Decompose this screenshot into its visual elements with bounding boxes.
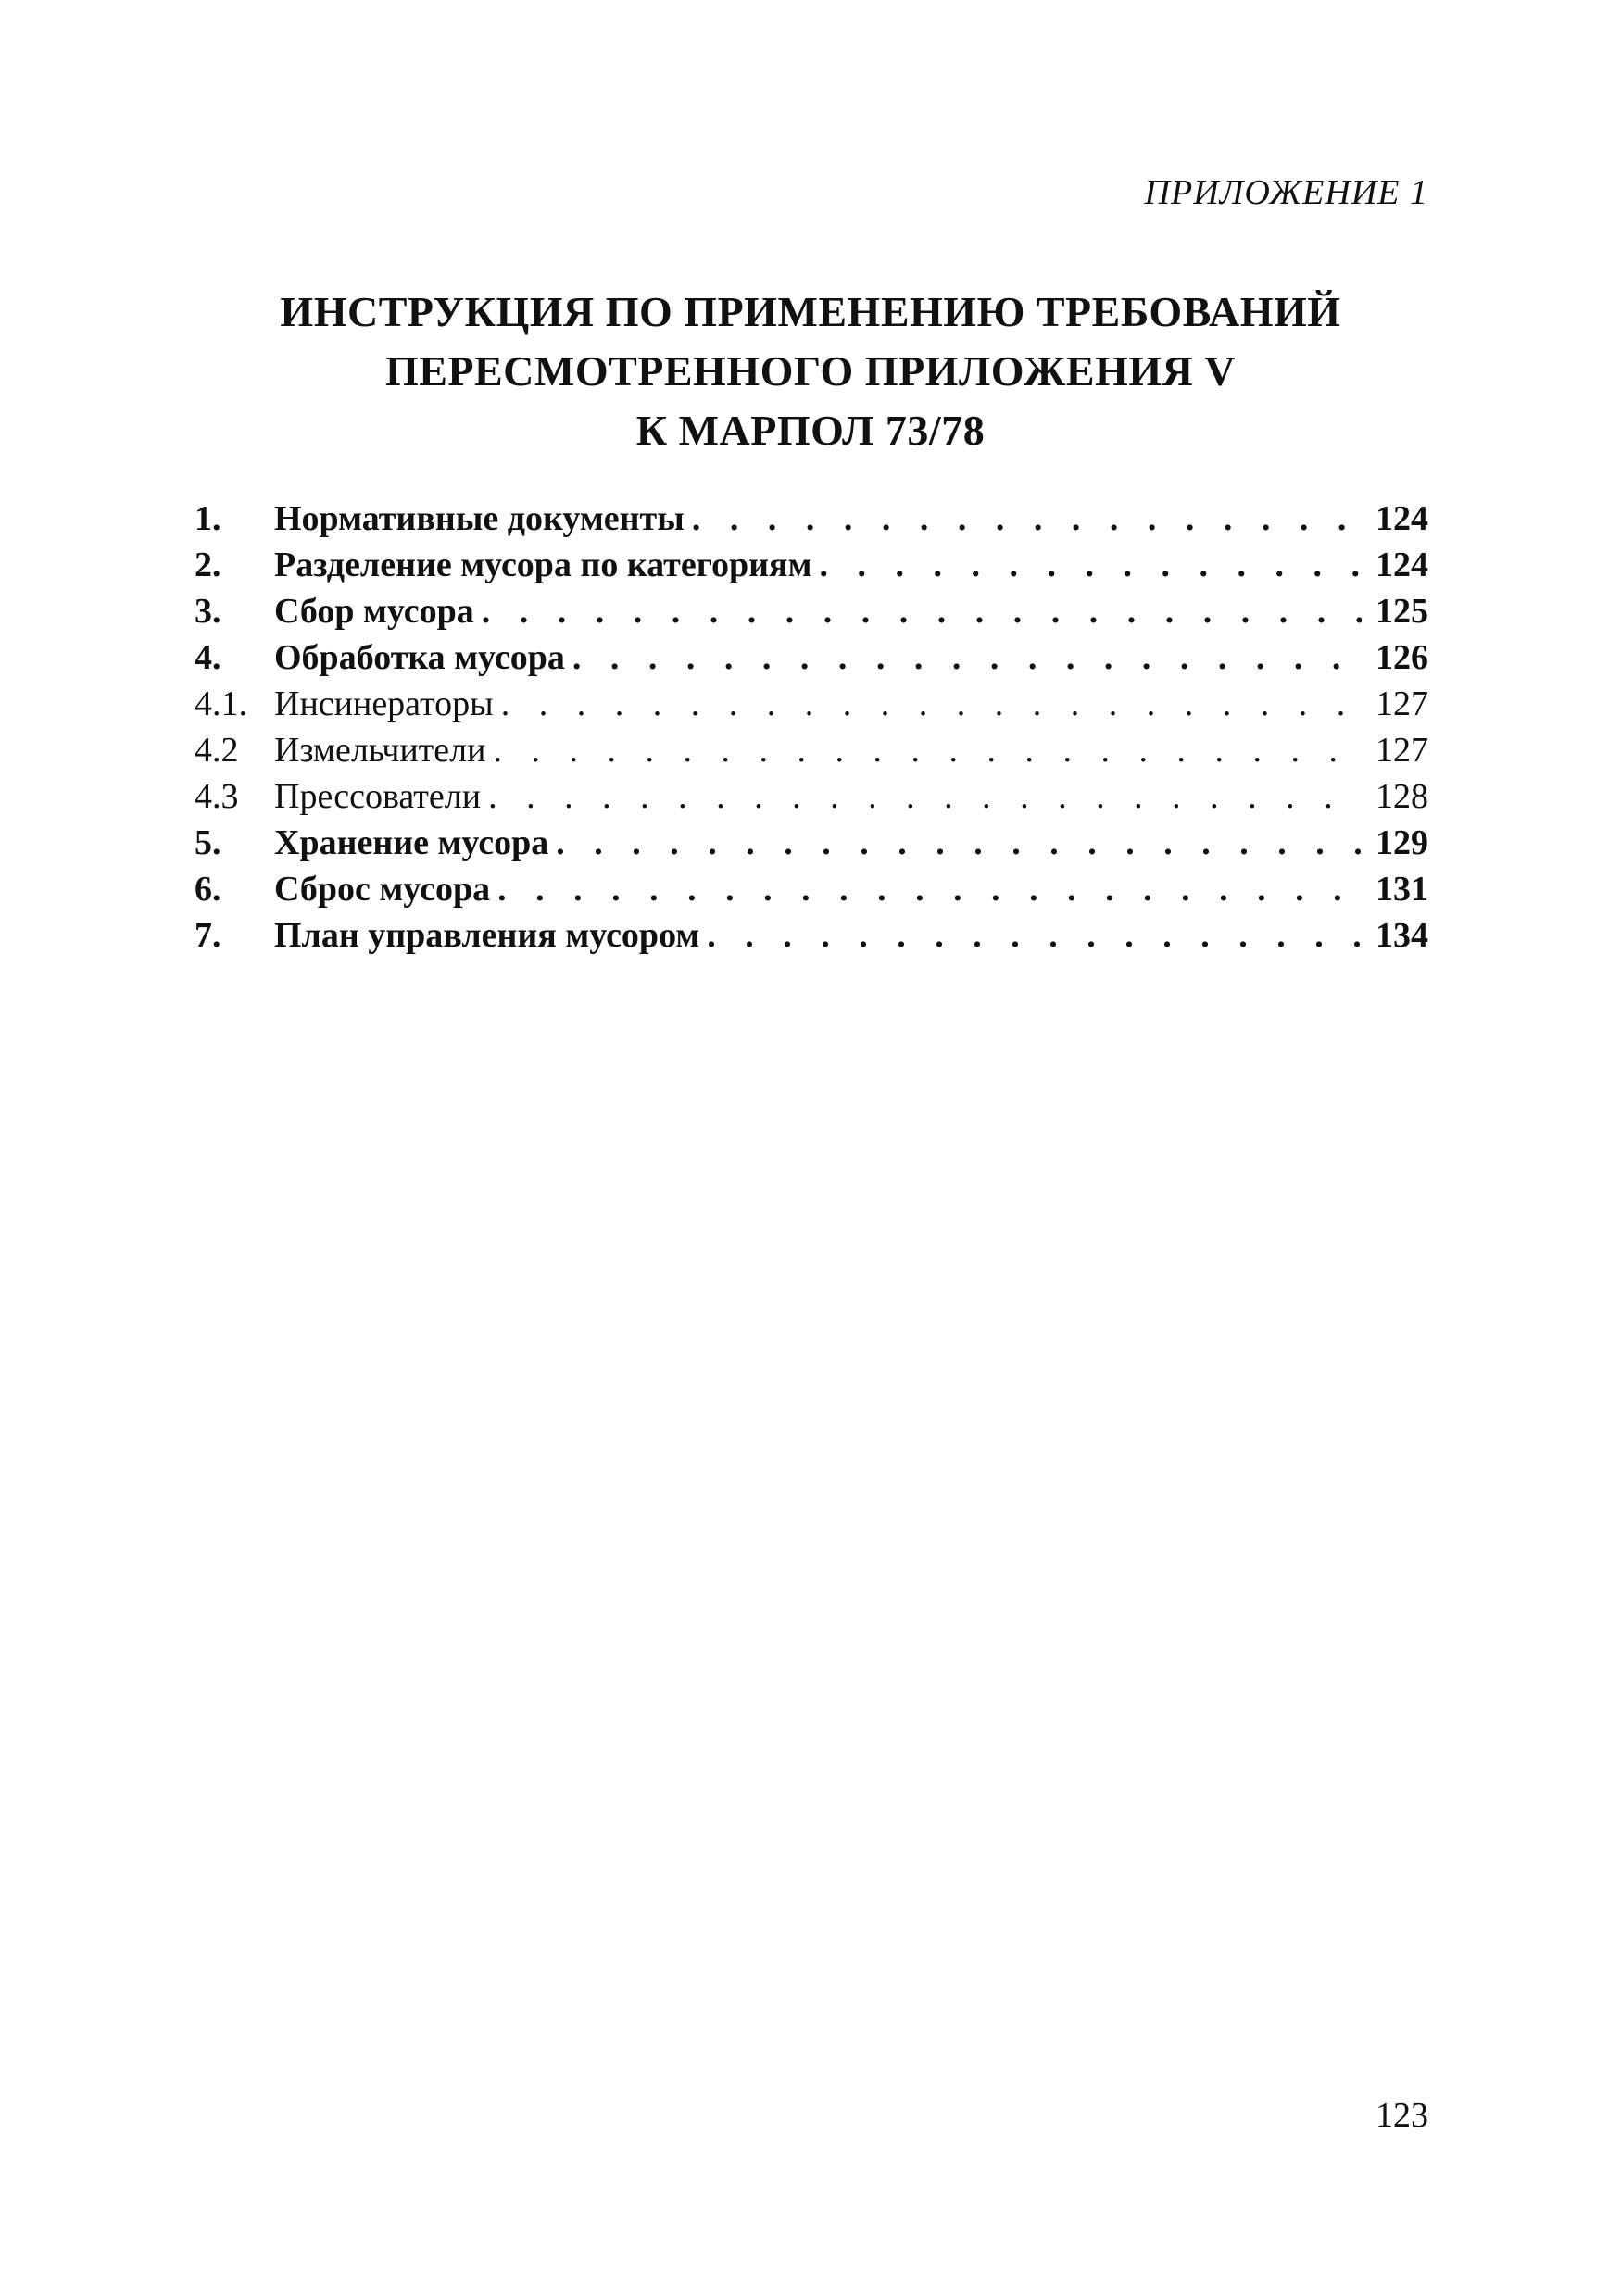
title-line: ПЕРЕСМОТРЕННОГО ПРИЛОЖЕНИЯ V <box>384 347 1237 395</box>
toc-entry-number: 3. <box>195 592 221 631</box>
toc-entry <box>195 588 1428 634</box>
toc-entry-title: Разделение мусора по категориям <box>274 546 812 584</box>
toc-dot-leader <box>488 773 1362 820</box>
toc-dot-leader <box>482 588 1362 634</box>
toc-entry-number: 7. <box>195 916 221 955</box>
toc-entry <box>195 542 1428 588</box>
toc-entry-number: 4.2 <box>195 731 239 770</box>
toc-entry-title: Прессователи <box>274 777 482 816</box>
toc-entry-number: 4.3 <box>195 777 239 816</box>
toc-entry <box>195 912 1428 959</box>
toc-entry-title: Сбор мусора <box>274 592 474 631</box>
toc-entry-page: 124 <box>1376 499 1428 538</box>
toc-entry <box>195 496 1428 542</box>
toc-entry-title: Нормативные документы <box>274 499 685 538</box>
toc-entry-number: 4. <box>195 638 221 677</box>
toc-entry-number: 1. <box>195 499 221 538</box>
toc-entry-page: 131 <box>1376 870 1428 909</box>
toc-entry-title: Измельчители <box>274 731 486 770</box>
toc-entry-title: Сброс мусора <box>274 870 491 909</box>
toc-entry-number: 6. <box>195 870 221 909</box>
toc-dot-leader <box>707 912 1362 959</box>
toc-entry-page: 126 <box>1376 638 1428 677</box>
title-line: ИНСТРУКЦИЯ ПО ПРИМЕНЕНИЮ ТРЕБОВАНИЙ <box>280 288 1341 335</box>
title-line: К МАРПОЛ 73/78 <box>635 407 986 454</box>
toc-dot-leader <box>692 496 1362 542</box>
toc-entry-title: Инсинераторы <box>274 684 494 723</box>
toc-entry-page: 125 <box>1376 592 1428 631</box>
toc-entry-title: Обработка мусора <box>274 638 565 677</box>
toc-entry <box>195 866 1428 912</box>
toc-dot-leader <box>493 727 1362 773</box>
toc-entry-title: План управления мусором <box>274 916 700 955</box>
toc-dot-leader <box>819 542 1362 588</box>
toc-dot-leader <box>497 866 1362 912</box>
document-title <box>185 282 1436 460</box>
toc-dot-leader <box>556 820 1362 866</box>
toc-entry-number: 5. <box>195 823 221 862</box>
page-number: 123 <box>1376 2096 1428 2135</box>
toc-entry-page: 127 <box>1376 684 1428 723</box>
table-of-contents <box>195 496 1428 959</box>
appendix-label: ПРИЛОЖЕНИЕ 1 <box>1144 173 1428 212</box>
toc-dot-leader <box>501 681 1362 727</box>
toc-entry-number: 4.1. <box>195 684 247 723</box>
toc-entry-title: Хранение мусора <box>274 823 549 862</box>
toc-entry <box>195 820 1428 866</box>
toc-entry-page: 134 <box>1376 916 1428 955</box>
toc-entry <box>195 634 1428 681</box>
toc-entry-page: 124 <box>1376 546 1428 584</box>
toc-entry-number: 2. <box>195 546 221 584</box>
toc-subentry <box>195 727 1428 773</box>
toc-dot-leader <box>572 634 1362 681</box>
toc-entry-page: 129 <box>1376 823 1428 862</box>
toc-entry-page: 128 <box>1376 777 1428 816</box>
toc-entry-page: 127 <box>1376 731 1428 770</box>
toc-subentry <box>195 681 1428 727</box>
toc-subentry <box>195 773 1428 820</box>
